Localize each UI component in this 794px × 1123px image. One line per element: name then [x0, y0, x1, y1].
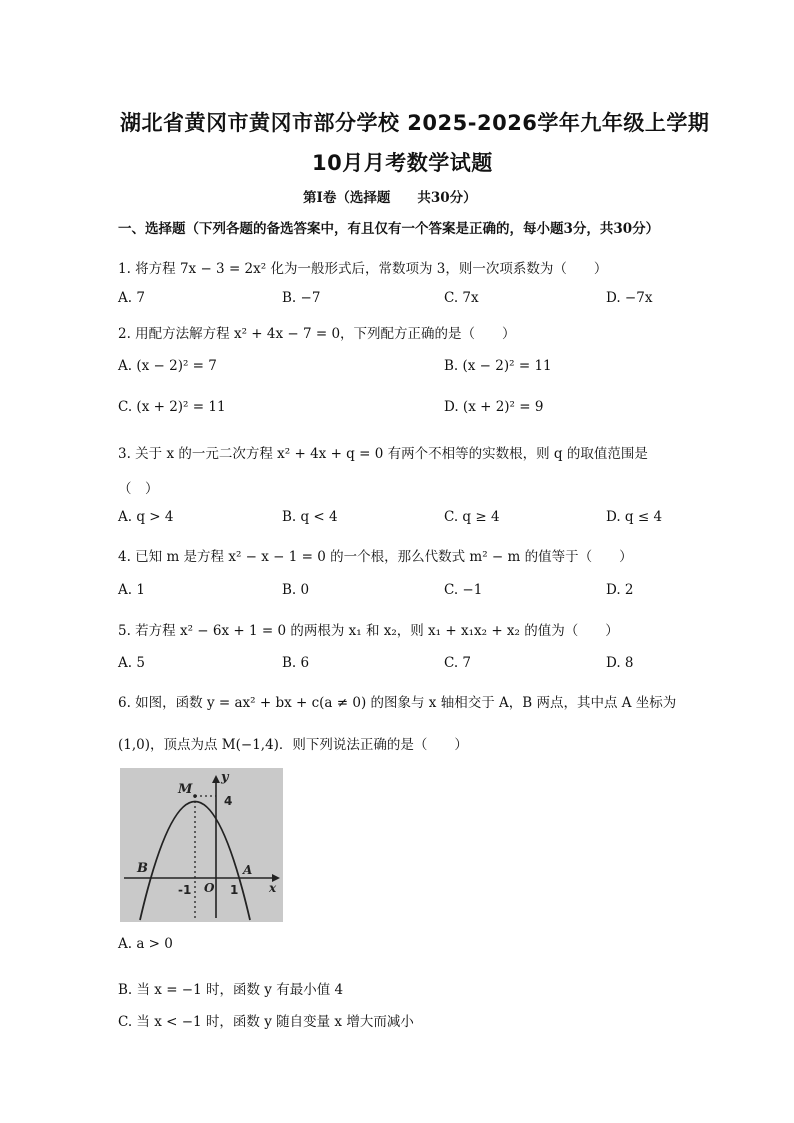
question-2-option-d: D. (x + 2)² = 9	[444, 399, 544, 415]
label-y: y	[221, 770, 229, 785]
label-neg-one: -1	[178, 883, 192, 897]
question-3-stem-cont: （ ）	[118, 481, 159, 497]
question-5-option-a: A. 5	[118, 655, 145, 671]
title-line-1: 湖北省黄冈市黄冈市部分学校 2025-2026学年九年级上学期	[120, 111, 710, 135]
question-5-option-b: B. 6	[282, 655, 310, 671]
question-5-stem: 5. 若方程 x² − 6x + 1 = 0 的两根为 x₁ 和 x₂，则 x₁ + x₁x₂ + x₂ 的值为（ ）	[118, 623, 619, 639]
y-axis-arrow-icon	[212, 775, 220, 783]
question-1-option-d: D. −7x	[606, 290, 653, 306]
question-5-option-c: C. 7	[444, 655, 472, 671]
question-4-option-a: A. 1	[118, 582, 145, 598]
question-2-stem: 2. 用配方法解方程 x² + 4x − 7 = 0，下列配方正确的是（ ）	[118, 326, 516, 342]
question-2-option-b: B. (x − 2)² = 11	[444, 358, 552, 374]
label-a: A	[243, 863, 253, 877]
question-1-stem: 1. 将方程 7x − 3 = 2x² 化为一般形式后，常数项为 3，则一次项系数为（ ）	[118, 261, 608, 277]
section-heading: 一、选择题（下列各题的备选答案中，有且仅有一个答案是正确的，每小题3分，共30分）	[118, 221, 660, 237]
question-2-option-c: C. (x + 2)² = 11	[118, 399, 226, 415]
question-6-option-a: A. a > 0	[118, 936, 173, 952]
question-2-option-a: A. (x − 2)² = 7	[118, 358, 217, 374]
question-6-option-c: C. 当 x < −1 时，函数 y 随自变量 x 增大而减小	[118, 1014, 414, 1030]
question-4-option-b: B. 0	[282, 582, 310, 598]
parabola-figure	[120, 768, 283, 922]
question-3-option-d: D. q ≤ 4	[606, 509, 663, 525]
label-four: 4	[224, 794, 233, 808]
label-origin: O	[204, 881, 215, 895]
question-6-option-b: B. 当 x = −1 时，函数 y 有最小值 4	[118, 982, 344, 998]
parabola-graph	[120, 768, 283, 922]
question-1-option-c: C. 7x	[444, 290, 479, 306]
label-b: B	[137, 861, 148, 876]
question-1-option-a: A. 7	[118, 290, 145, 306]
label-x: x	[269, 881, 277, 895]
question-4-stem: 4. 已知 m 是方程 x² − x − 1 = 0 的一个根，那么代数式 m² − m 的值等于（ ）	[118, 549, 633, 565]
question-4-option-d: D. 2	[606, 582, 634, 598]
title-line-2: 10月月考数学试题	[312, 151, 493, 175]
question-6-stem: 6. 如图，函数 y = ax² + bx + c(a ≠ 0) 的图象与 x 轴相交于 A，B 两点，其中点 A 坐标为	[118, 695, 677, 711]
question-1-option-b: B. −7	[282, 290, 321, 306]
question-6-stem-cont: (1,0)，顶点为点 M(−1,4)．则下列说法正确的是（ ）	[118, 737, 468, 753]
label-m: M	[178, 782, 193, 797]
question-3-option-c: C. q ≥ 4	[444, 509, 500, 525]
question-3-option-a: A. q > 4	[118, 509, 174, 525]
question-4-option-c: C. −1	[444, 582, 483, 598]
part-heading: 第I卷（选择题 共30分）	[303, 190, 477, 206]
question-3-option-b: B. q < 4	[282, 509, 338, 525]
question-3-stem: 3. 关于 x 的一元二次方程 x² + 4x + q = 0 有两个不相等的实数根，则 q 的取值范围是	[118, 446, 648, 462]
question-5-option-d: D. 8	[606, 655, 634, 671]
vertex-point	[193, 794, 197, 798]
label-one: 1	[230, 883, 239, 897]
